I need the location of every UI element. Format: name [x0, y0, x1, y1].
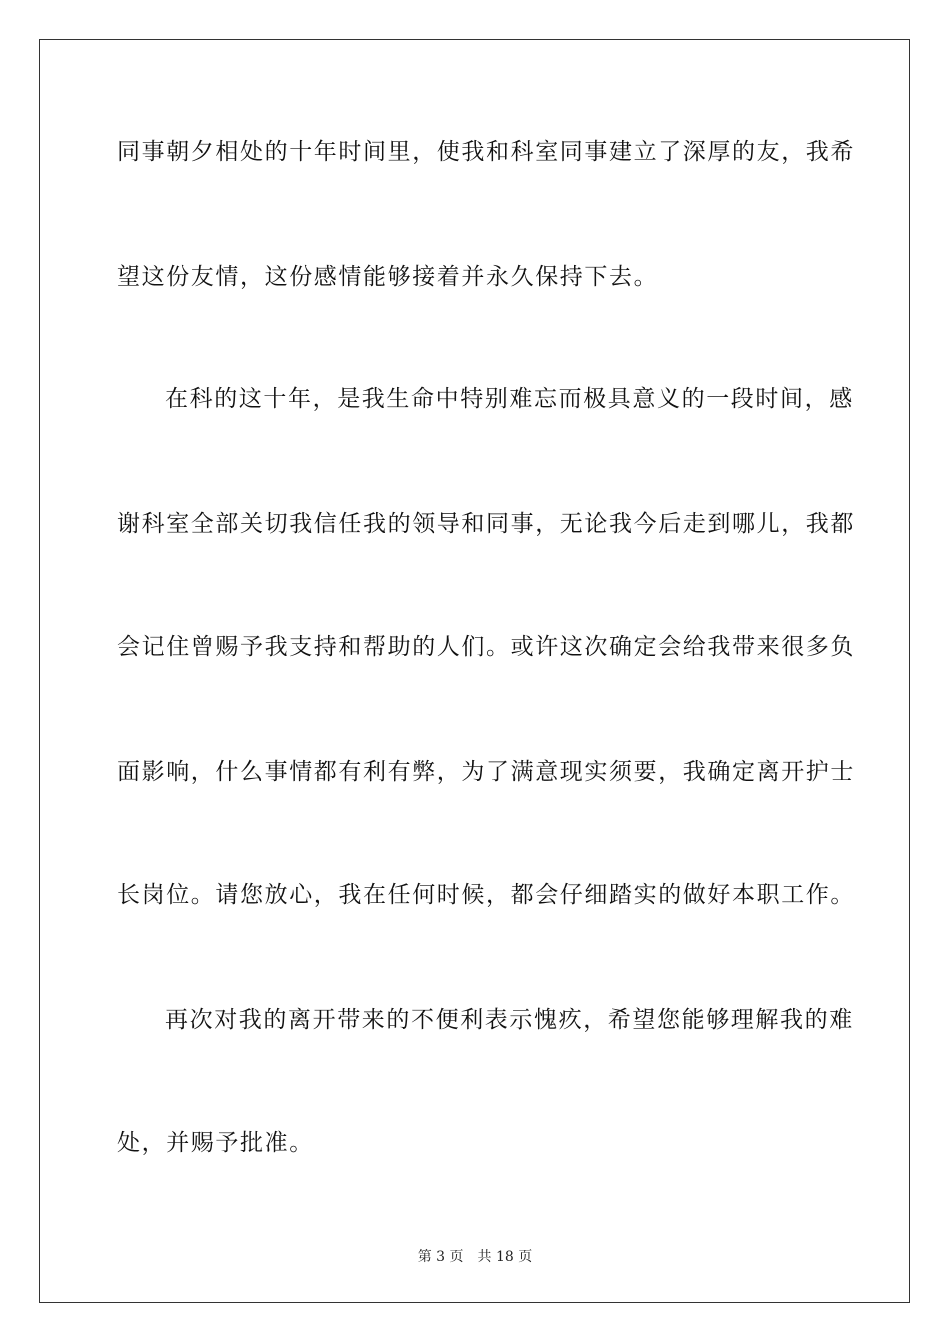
page-border: [39, 39, 910, 1303]
text-line-9: 处，并赐予批准。: [117, 1130, 314, 1156]
text-line-2: 望这份友情，这份感情能够接着并永久保持下去。: [117, 264, 659, 290]
text-line-3-paragraph-start: 在科的这十年，是我生命中特别难忘而极具意义的一段时间，感: [165, 386, 854, 412]
page-number: 第 3 页: [417, 1249, 464, 1265]
text-line-4: 谢科室全部关切我信任我的领导和同事，无论我今后走到哪儿，我都: [117, 511, 855, 537]
text-line-1: 同事朝夕相处的十年时间里，使我和科室同事建立了深厚的友，我希: [117, 139, 855, 165]
page-total: 共 18 页: [477, 1249, 533, 1265]
text-line-7: 长岗位。请您放心，我在任何时候，都会仔细踏实的做好本职工作。: [117, 882, 855, 908]
text-line-8-paragraph-start: 再次对我的离开带来的不便利表示愧疚，希望您能够理解我的难: [165, 1007, 854, 1033]
text-line-6: 面影响，什么事情都有利有弊，为了满意现实须要，我确定离开护士: [117, 759, 855, 785]
page-footer: [0, 1248, 950, 1266]
text-line-5: 会记住曾赐予我支持和帮助的人们。或许这次确定会给我带来很多负: [117, 634, 855, 660]
